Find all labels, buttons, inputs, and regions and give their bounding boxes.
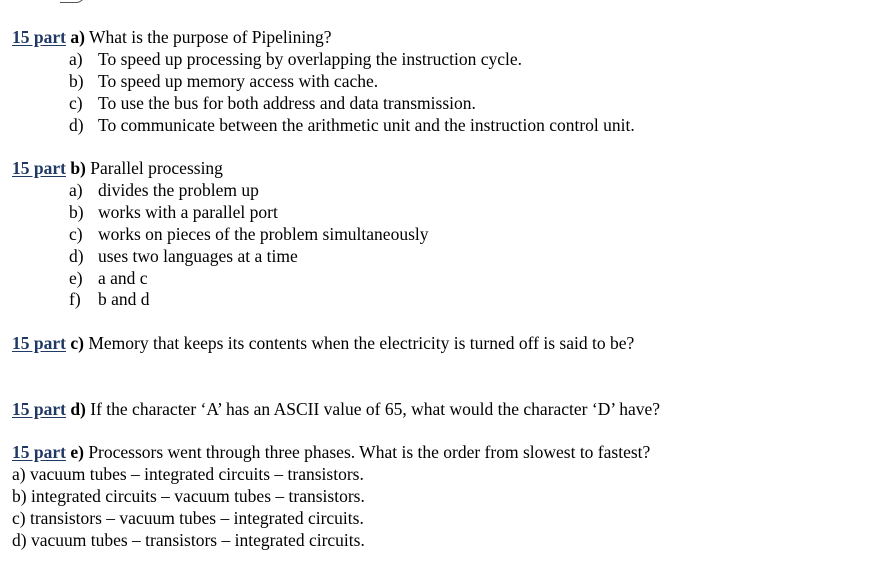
option-text: To communicate between the arithmetic unit and the instruction control unit. (98, 115, 635, 135)
question-1-heading (12, 27, 332, 47)
question-1-option (69, 49, 522, 69)
option-letter: c) (69, 224, 83, 244)
question-5-letter: e) (70, 442, 84, 462)
option-text: To use the bus for both address and data transmission. (98, 93, 476, 113)
question-2-text: Parallel processing (90, 158, 223, 178)
option-text: To speed up memory access with cache. (98, 71, 379, 91)
option-text: a and c (98, 268, 148, 288)
previous-content-fragment (60, 0, 85, 3)
question-1-option (69, 93, 476, 113)
question-2-part-tag[interactable]: 15 part (12, 158, 66, 178)
option-text: works on pieces of the problem simultaneously (98, 224, 429, 244)
question-1-text: What is the purpose of Pipelining? (88, 27, 332, 47)
question-1-part-tag[interactable]: 15 part (12, 27, 66, 47)
option-text: uses two languages at a time (98, 246, 298, 266)
option-letter: a) (69, 180, 83, 200)
option-letter: b) (69, 71, 84, 91)
option-letter: b) (69, 202, 84, 222)
question-4-part-tag[interactable]: 15 part (12, 399, 66, 419)
option-letter: e) (69, 268, 83, 288)
question-3-part-tag[interactable]: 15 part (12, 333, 66, 353)
question-3-text: Memory that keeps its contents when the electricity is turned off is said to be? (88, 333, 635, 353)
question-4-heading (12, 399, 660, 419)
option-letter: c) (69, 93, 83, 113)
question-2-option (69, 268, 148, 288)
option-letter: d) (69, 246, 84, 266)
question-5-text: Processors went through three phases. What is the order from slowest to fastest? (88, 442, 651, 462)
question-5-heading (12, 442, 650, 462)
option-text: b and d (98, 289, 150, 309)
option-text: divides the problem up (98, 180, 259, 200)
question-2-option (69, 224, 429, 244)
question-3-heading (12, 333, 634, 353)
question-5-option: c) transistors – vacuum tubes – integrated circuits. (12, 508, 364, 528)
option-letter: d) (69, 115, 84, 135)
question-1-option (69, 115, 635, 135)
question-5-part-tag[interactable]: 15 part (12, 442, 66, 462)
question-2-option (69, 289, 150, 309)
question-1-option (69, 71, 378, 91)
option-text: To speed up processing by overlapping the instruction cycle. (98, 49, 523, 69)
question-4-letter: d) (70, 399, 86, 419)
question-3-letter: c) (70, 333, 84, 353)
question-2-heading (12, 158, 223, 178)
question-2-option (69, 202, 278, 222)
question-5-option: a) vacuum tubes – integrated circuits – transistors. (12, 464, 364, 484)
question-5-option: d) vacuum tubes – transistors – integrated circuits. (12, 530, 365, 550)
question-2-option (69, 246, 298, 266)
question-1-letter: a) (70, 27, 85, 47)
option-text: works with a parallel port (98, 202, 278, 222)
question-5-option: b) integrated circuits – vacuum tubes – transistors. (12, 486, 365, 506)
option-letter: f) (69, 289, 81, 309)
question-2-option (69, 180, 259, 200)
question-4-text: If the character ‘A’ has an ASCII value of 65, what would the character ‘D’ have? (90, 399, 661, 419)
question-2-letter: b) (70, 158, 86, 178)
option-letter: a) (69, 49, 83, 69)
